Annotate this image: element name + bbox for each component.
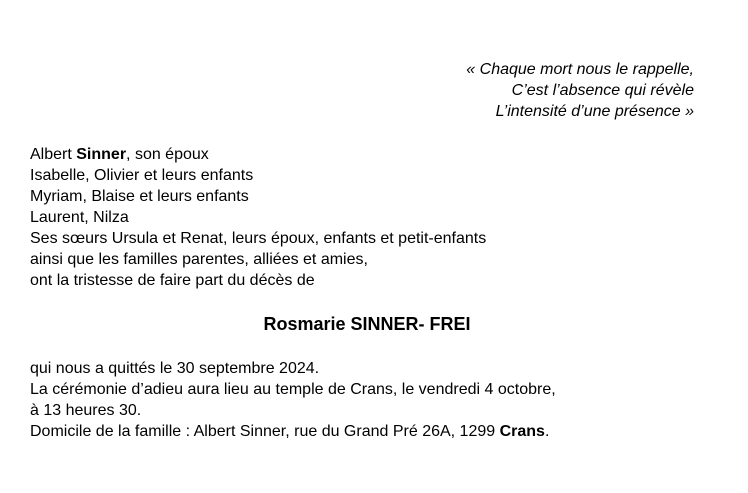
family-line: Myriam, Blaise et leurs enfants xyxy=(30,188,249,205)
family-line: Ses sœurs Ursula et Renat, leurs époux, enfants et petit-enfants xyxy=(30,230,487,247)
address-text: Domicile de la famille : Albert Sinner, rue du Grand Pré 26A, 1299 xyxy=(30,423,500,440)
details-line: à 13 heures 30. xyxy=(30,402,142,419)
epigraph-quote xyxy=(466,59,694,122)
quote-line: « Chaque mort nous le rappelle, xyxy=(466,61,694,78)
quote-line: L’intensité d’une présence » xyxy=(495,103,694,120)
address-town: Crans xyxy=(499,423,545,440)
spouse-surname: Sinner xyxy=(76,146,127,163)
spouse-relation: , son époux xyxy=(126,146,209,163)
quote-line: C’est l’absence qui révèle xyxy=(511,82,694,99)
details-line: qui nous a quittés le 30 septembre 2024. xyxy=(30,360,320,377)
family-line: Laurent, Nilza xyxy=(30,209,129,226)
spouse-given-name: Albert xyxy=(30,146,77,163)
details-line: La cérémonie d’adieu aura lieu au temple de Crans, le vendredi 4 octobre, xyxy=(30,381,556,398)
deceased-name: Rosmarie SINNER- FREI xyxy=(263,314,471,334)
family-line: Isabelle, Olivier et leurs enfants xyxy=(30,167,254,184)
address-end: . xyxy=(544,423,550,440)
family-line: ont la tristesse de faire part du décès de xyxy=(30,272,315,289)
family-line-spouse xyxy=(30,144,486,165)
family-list xyxy=(30,144,486,291)
family-address xyxy=(30,421,556,442)
family-line: ainsi que les familles parentes, alliées et amies, xyxy=(30,251,368,268)
ceremony-details xyxy=(30,358,556,442)
